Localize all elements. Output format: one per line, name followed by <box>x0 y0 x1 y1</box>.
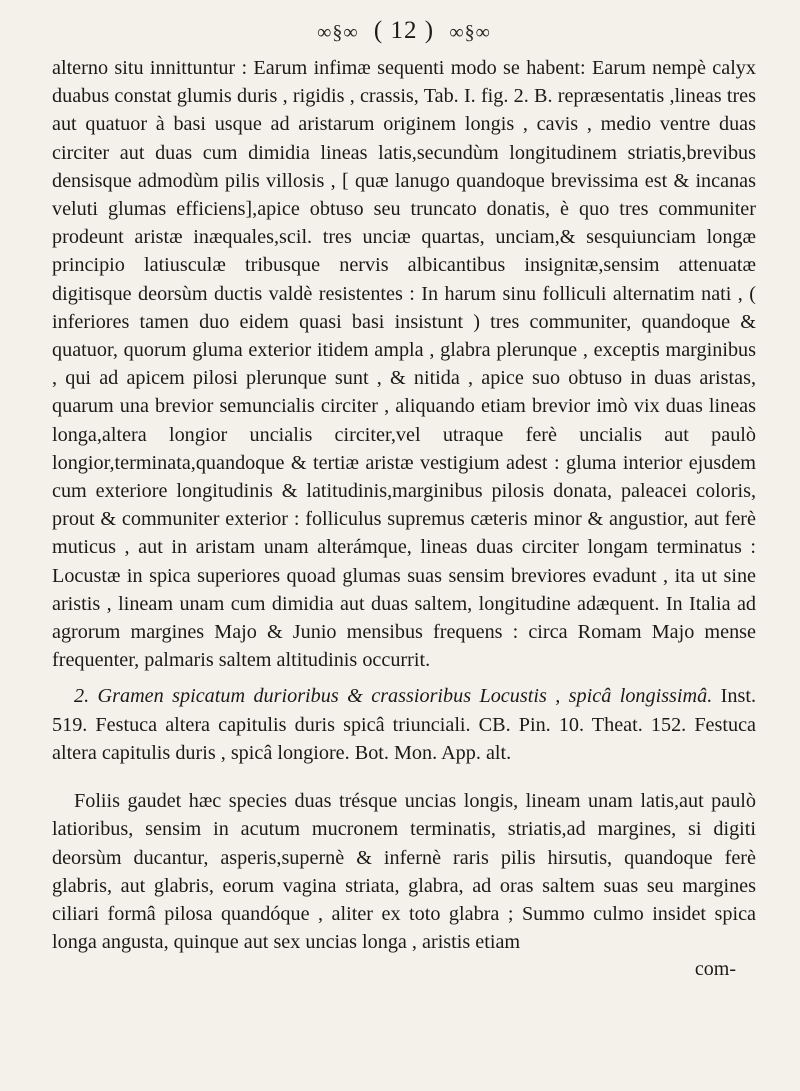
paragraph-3: Foliis gaudet hæc species duas trésque uncias longis, lineam unam latis,aut paulò latioribus, sensim in acutum mucronem terminatis, striatis,ad margines, si digiti deorsùm ducantur, asperis,supernè & infernè raris pilis hirsutis, quandoque ferè glabris, aut glabris, eorum vagina striata, glabra, ad oras saltem suas seu margines ciliari formâ pilosa quandóque , aliter ex toto glabra ; Summo culmo insidet spica longa angusta, quinque aut sex uncias longa , aristis etiam <box>52 790 756 954</box>
paragraph-2 <box>52 682 756 767</box>
synonymy-references: Inst. 519. Festuca altera capitulis duris spicâ triunciali. CB. Pin. 10. Theat. 152. Festuca altera capitulis duris , spicâ longiore. Bot. Mon. App. alt. <box>52 685 756 764</box>
paragraph-1: alterno situ innittuntur : Earum infimæ sequenti modo se habent: Earum nempè calyx duabus constat glumis duris , rigidis , crassis, Tab. I. fig. 2. B. repræsentatis ,lineas tres aut quatuor à basi usque ad aristarum originem longis , cavis , medio ventre duas circiter aut duas cum dimidia lineas latis,secundùm longitudinem striatis,brevibus densisque admodùm pilis villosis , [ quæ lanugo quandoque brevissima est & incanas veluti glumas efficiens],apice obtuso seu truncato donatis, è quo tres communiter prodeunt aristæ inæquales,scil. tres unciæ quartas, unciam,& sesquiunciam longæ principio latiusculæ tribusque nervis albicantibus insignitæ,sensim attenuatæ digitisque deorsùm ductis valdè resistentes : In harum sinu folliculi alternatim nati , ( inferiores tamen duo eidem quasi basi insistunt ) tres communiter, quandoque & quatuor, quorum gluma exterior itidem ampla , glabra plerunque , exceptis marginibus , qui ad apicem pilosi plerunque sunt , & nitida , apice suo obtuso in duas aristas, quarum una brevior semuncialis circiter , aliquando etiam brevior imò vix duas lineas longa,altera longior uncialis circiter,vel utraque ferè uncialis aut paulò longior,terminata,quandoque & tertiæ aristæ vestigium adest : gluma interior ejusdem cum exteriore longitudinis & latitudinis,marginibus pilosis donata, paleacei coloris, prout & communiter exterior : folliculus supremus cæteris minor & angustior, aut ferè muticus , aut in aristam unam alterámque, lineas duas circiter longam terminatus : Locustæ in spica superiores quoad glumas suas sensim breviores evadunt , ita ut sine aristis , lineam unam cum dimidia aut duas saltem, longitudine adæquent. In Italia ad agrorum margines Majo & Junio mensibus frequens : circa Romam Majo mense frequenter, palmaris saltem altitudinis occurrit. <box>52 57 756 672</box>
ornament-left: ∞§∞ <box>317 21 359 44</box>
species-heading: 2. Gramen spicatum durioribus & crassioribus Locustis , spicâ longissimâ. <box>74 685 713 708</box>
ornament-right: ∞§∞ <box>449 21 491 44</box>
body-text <box>52 54 756 956</box>
catchword: com- <box>694 958 736 981</box>
page-number: ( 12 ) <box>373 17 435 44</box>
running-header <box>52 14 756 54</box>
